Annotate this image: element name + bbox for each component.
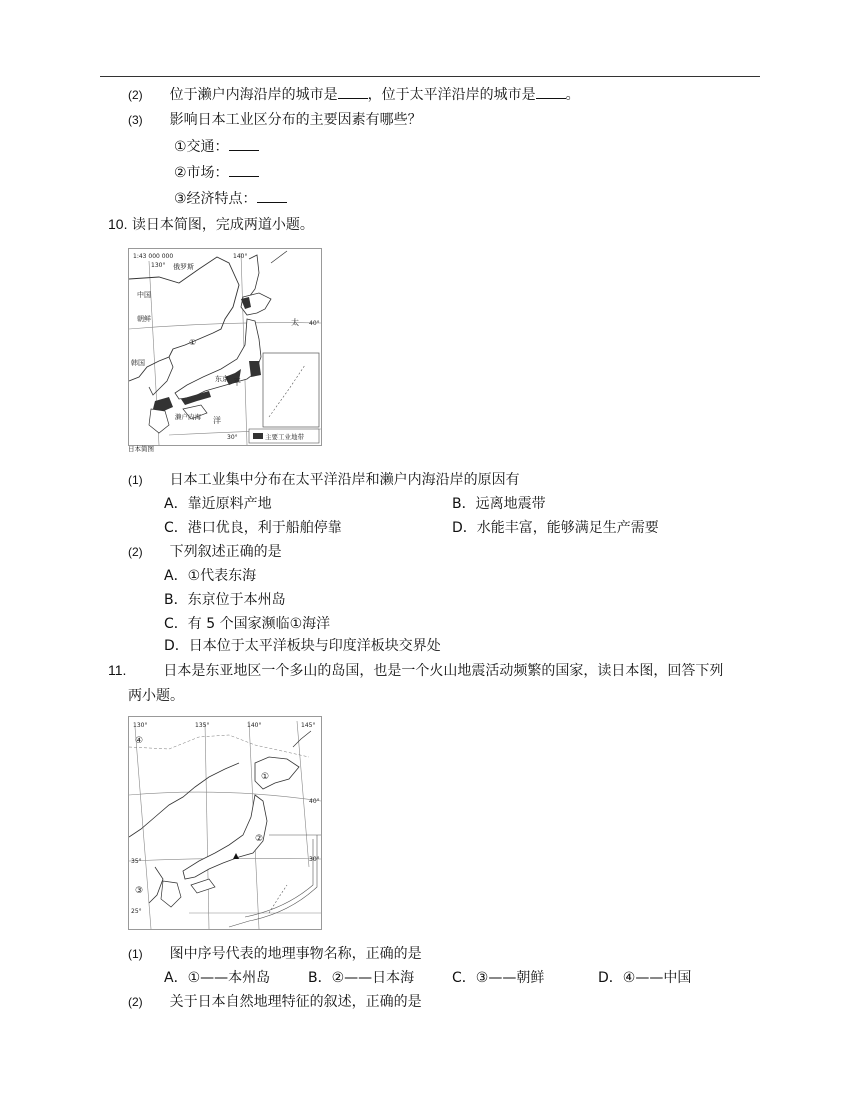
q10-sub2-option-c[interactable]: C．有 5 个国家濒临①海洋 [164, 616, 331, 632]
sakhalin-island [249, 255, 259, 297]
q11-sub2-text: 关于日本自然地理特征的叙述，正确的是 [169, 994, 422, 1010]
q9-item-1-label: ①交通： [174, 139, 229, 155]
q11-stem-line1 [108, 660, 723, 681]
lat-label-25: 25° [131, 908, 142, 915]
meridian-145 [297, 721, 309, 867]
q11-sub1-option-c[interactable]: C．③——朝鲜 [452, 970, 545, 986]
japan-industry-map [128, 248, 322, 446]
answer-blank[interactable] [229, 136, 259, 151]
label-marker-1: ① [261, 772, 270, 782]
q10-sub1-option-b[interactable]: B．远离地震带 [452, 496, 546, 512]
q9-sub3-line [128, 110, 422, 130]
label-russia: 俄罗斯 [173, 263, 194, 271]
q9-sub2-text-a: 位于濑户内海沿岸的城市是 [169, 87, 338, 103]
q11-sub1-number: (1) [128, 947, 143, 961]
q11-text-line2: 两小题。 [128, 688, 184, 704]
legend-swatch [253, 433, 263, 439]
kuril-islands [271, 251, 287, 263]
boundary-line [129, 735, 309, 757]
lon-label-145-top: 145° [301, 722, 316, 729]
q10-sub1-text: 日本工业集中分布在太平洋沿岸和濑户内海沿岸的原因有 [169, 472, 520, 488]
q11-sub1-line [128, 944, 422, 964]
q11-sub2-line [128, 992, 422, 1012]
q9-sub2-number: (2) [128, 88, 143, 102]
q10-sub2-number: (2) [128, 545, 143, 559]
label-ping: 平 [233, 378, 241, 387]
q9-sub2-line [128, 84, 580, 105]
label-marker-4: ④ [135, 736, 144, 746]
q11-text-line1: 日本是东亚地区一个多山的岛国，也是一个火山地震活动频繁的国家，读日本图，回答下列 [163, 663, 724, 679]
lat-label-40: 40° [309, 798, 320, 805]
q9-item-1 [174, 136, 259, 157]
q9-sub2-text-b: ，位于太平洋沿岸的城市是 [367, 87, 536, 103]
answer-blank[interactable] [257, 188, 287, 203]
answer-blank[interactable] [229, 162, 259, 177]
q11-sub1-option-d[interactable]: D．④——中国 [598, 970, 692, 986]
industrial-belt-kanto [249, 361, 261, 377]
q10-sub2-option-d[interactable]: D．日本位于太平洋板块与印度洋板块交界处 [164, 638, 441, 654]
header-rule [100, 76, 760, 77]
kuril-islands [293, 731, 311, 747]
label-tokyo: 东京 [215, 375, 229, 383]
q9-sub3-text: 影响日本工业区分布的主要因素有哪些？ [169, 112, 422, 128]
q9-item-3-label: ③经济特点： [174, 191, 257, 207]
q9-sub2-text-c: 。 [565, 87, 580, 103]
shikoku-island [191, 879, 215, 893]
lon-label-130: 130° [151, 262, 166, 269]
label-south-korea: 韩国 [131, 359, 145, 367]
label-north-korea: 朝鲜 [137, 315, 151, 323]
q10-sub1-line [128, 470, 520, 490]
inset-islands [269, 365, 305, 417]
answer-blank[interactable] [338, 84, 368, 99]
kyushu-island [149, 409, 169, 433]
label-seto-inland-sea: 濑户内海 [175, 413, 201, 421]
q10-sub2-option-a[interactable]: A．①代表东海 [164, 568, 257, 584]
label-marker-2: ② [255, 834, 264, 844]
q10-sub2-line [128, 542, 282, 562]
japan-outline-map-graphic [129, 717, 321, 929]
parallel-40 [129, 792, 321, 801]
lat-label-30: 30° [309, 856, 320, 863]
q11-sub2-number: (2) [128, 995, 143, 1009]
q10-sub1-option-a[interactable]: A．靠近原料产地 [164, 496, 272, 512]
q10-sub1-option-d[interactable]: D．水能丰富，能够满足生产需要 [452, 520, 659, 536]
q9-item-2 [174, 162, 259, 183]
q10-sub2-option-b[interactable]: B．东京位于本州岛 [164, 592, 286, 608]
q10-number: 10. [108, 216, 128, 232]
q11-sub1-text: 图中序号代表的地理事物名称，正确的是 [169, 946, 422, 962]
japan-industry-map-graphic [129, 249, 321, 445]
legend-label: 主要工业地带 [265, 433, 304, 441]
q10-sub1-option-c[interactable]: C．港口优良，利于船舶停靠 [164, 520, 342, 536]
label-marker-3: ③ [135, 886, 144, 896]
label-marker-1: ① [189, 338, 197, 347]
kyushu-island [161, 881, 181, 907]
japan-outline-map [128, 716, 322, 930]
lon-label-140: 140° [233, 253, 248, 260]
label-china: 中国 [137, 291, 151, 299]
label-yang: 洋 [213, 416, 221, 425]
q10-sub2-text: 下列叙述正确的是 [169, 544, 282, 560]
q9-item-2-label: ②市场： [174, 165, 229, 181]
lat-label-35: 35° [131, 858, 142, 865]
outlying-islands [269, 885, 287, 913]
lat-label-40: 40° [309, 320, 320, 327]
q9-sub3-number: (3) [128, 113, 143, 127]
answer-blank[interactable] [536, 84, 566, 99]
q10-text: 读日本简图，完成两道小题。 [131, 217, 314, 233]
q11-number: 11. [108, 662, 127, 678]
map-caption: 日本简图 [128, 445, 154, 453]
label-tai: 太 [291, 318, 299, 327]
q10-sub1-number: (1) [128, 473, 143, 487]
inset-frame [263, 353, 319, 427]
mainland-coastline [129, 763, 239, 837]
lon-label-140-top: 140° [247, 722, 262, 729]
lat-label-30: 30° [227, 434, 238, 441]
q9-item-3 [174, 188, 287, 209]
lon-label-130-top: 130° [133, 722, 148, 729]
q11-sub1-option-b[interactable]: B．②——日本海 [308, 970, 415, 986]
meridian-135 [205, 723, 209, 929]
q11-sub1-option-a[interactable]: A．①——本州岛 [164, 970, 271, 986]
korea-peninsula [149, 357, 173, 395]
q10-stem [108, 214, 314, 235]
meridian-130 [135, 727, 151, 929]
map-scale-label: 1:43 000 000 [133, 253, 174, 260]
lon-label-135-top: 135° [195, 722, 210, 729]
